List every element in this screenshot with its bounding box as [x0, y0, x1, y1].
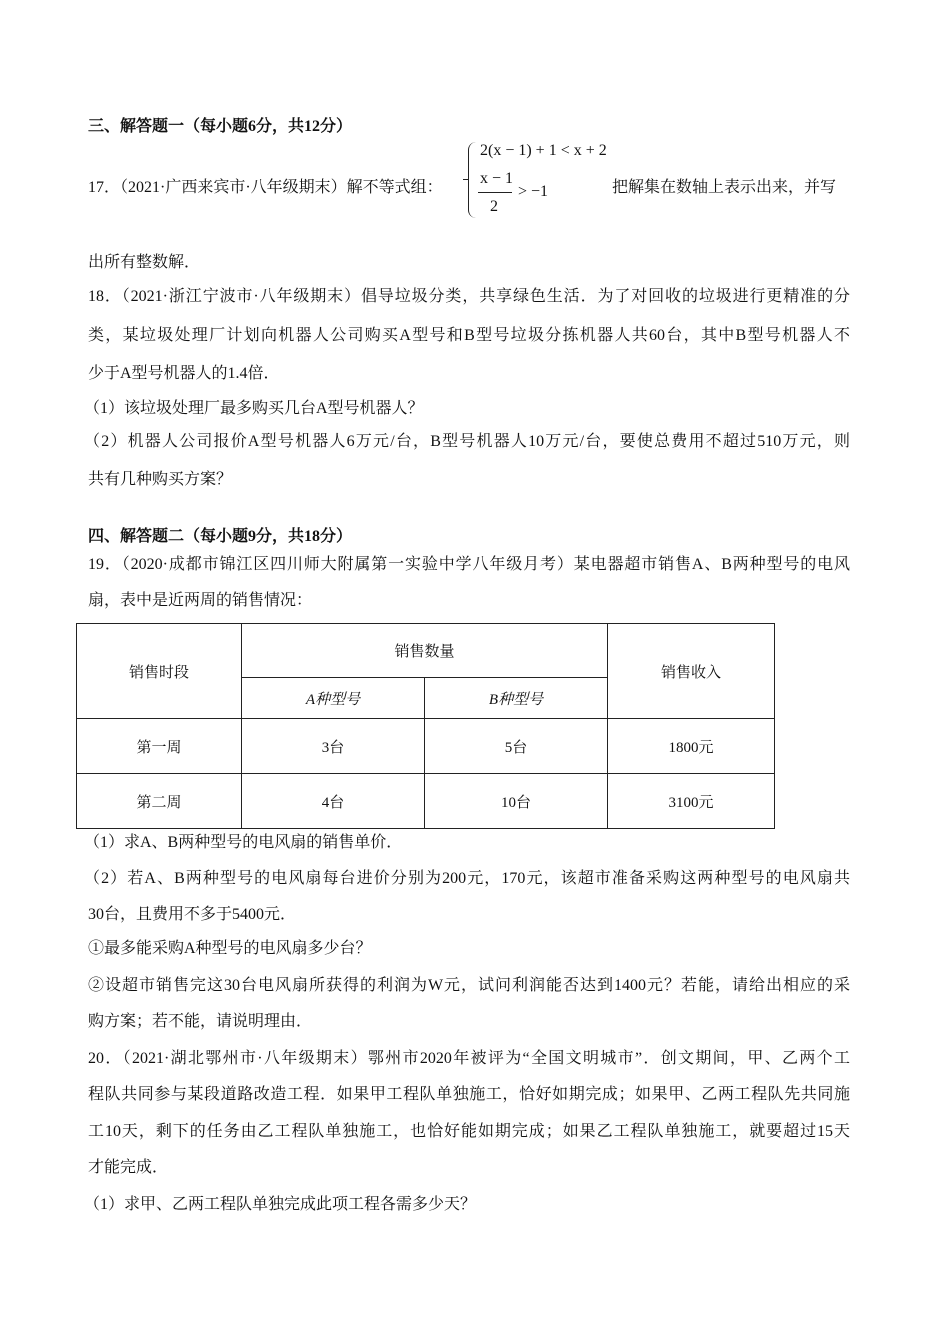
q19-line: 30台，且费用不多于5400元． [88, 906, 297, 923]
inequality-2-rhs: > −1 [518, 183, 549, 200]
q18-part2: （2）机器人公司报价A型号机器人6万元/台，B型号机器人10万元/台，要使总费用不超过510万元，则 [84, 433, 850, 450]
section-heading-4: 四、解答题二（每小题9分，共18分） [88, 528, 353, 545]
cell-b: 10台 [425, 774, 608, 829]
q19-sub1: ①最多能采购A种型号的电风扇多少台？ [88, 940, 372, 957]
fraction-numerator: x − 1 [480, 170, 514, 187]
cell-a: 4台 [242, 774, 425, 829]
table-row [77, 774, 775, 829]
q18-line: 类，某垃圾处理厂计划向机器人公司购买A型号和B型号垃圾分拣机器人共60台，其中B型号机器人不 [88, 327, 850, 344]
fraction-denominator: 2 [490, 198, 498, 215]
cell-b: 5台 [425, 719, 608, 774]
cell-income: 1800元 [608, 719, 775, 774]
q19-line: 扇，表中是近两周的销售情况： [88, 592, 313, 609]
cell-a: 3台 [242, 719, 425, 774]
q19-sub2: ②设超市销售完这30台电风扇所获得的利润为W元，试问利润能否达到1400元？若能，请给出相应的采 [88, 977, 850, 994]
q19-part2: （2）若A、B两种型号的电风扇每台进价分别为200元，170元，该超市准备采购这两种型号的电风扇共 [84, 870, 850, 887]
cell-income: 3100元 [608, 774, 775, 829]
q20-line: 才能完成． [88, 1159, 169, 1176]
cell-period: 第二周 [77, 774, 242, 829]
header-type-a: A种型号 [242, 678, 425, 719]
q18-line: 共有几种购买方案？ [88, 471, 233, 488]
q19-line: 19．（2020·成都市锦江区四川师大附属第一实验中学八年级月考）某电器超市销售A、B两种型号的电风 [88, 556, 850, 573]
section-heading-3: 三、解答题一（每小题6分，共12分） [88, 118, 353, 135]
q20-line: 程队共同参与某段道路改造工程．如果甲工程队单独施工，恰好如期完成；如果甲、乙两工程队先共同施 [88, 1086, 850, 1103]
q20-line: 20．（2021·湖北鄂州市·八年级期末）鄂州市2020年被评为“全国文明城市”．创文期间，甲、乙两个工 [88, 1050, 850, 1067]
q17-prefix: 17．（2021·广西来宾市·八年级期末）解不等式组： [88, 179, 443, 196]
q20-part1: （1）求甲、乙两工程队单独完成此项工程各需多少天？ [84, 1196, 477, 1213]
inequality-system [468, 140, 628, 224]
table-row [77, 719, 775, 774]
header-quantity: 销售数量 [242, 624, 608, 678]
brace-icon [468, 142, 477, 218]
sales-table [76, 623, 775, 829]
fraction-bar [478, 192, 512, 193]
q17-line2: 出所有整数解． [88, 254, 201, 271]
cell-period: 第一周 [77, 719, 242, 774]
header-income: 销售收入 [608, 624, 775, 719]
q18-part1: （1）该垃圾处理厂最多购买几台A型号机器人？ [84, 400, 424, 417]
header-type-b: B种型号 [425, 678, 608, 719]
q18-line: 18．（2021·浙江宁波市·八年级期末）倡导垃圾分类，共享绿色生活．为了对回收的垃圾进行更精准的分 [88, 288, 850, 305]
q20-line: 工10天，剩下的任务由乙工程队单独施工，也恰好能如期完成；如果乙工程队单独施工，就要超过15天 [88, 1123, 850, 1140]
inequality-1: 2(x − 1) + 1 < x + 2 [480, 142, 607, 159]
q19-part1: （1）求A、B两种型号的电风扇的销售单价． [84, 834, 403, 851]
q17-suffix: 把解集在数轴上表示出来，并写 [612, 179, 837, 196]
header-period: 销售时段 [77, 624, 242, 719]
q19-line: 购方案；若不能，请说明理由． [88, 1013, 313, 1030]
q18-line: 少于A型号机器人的1.4倍． [88, 365, 280, 382]
